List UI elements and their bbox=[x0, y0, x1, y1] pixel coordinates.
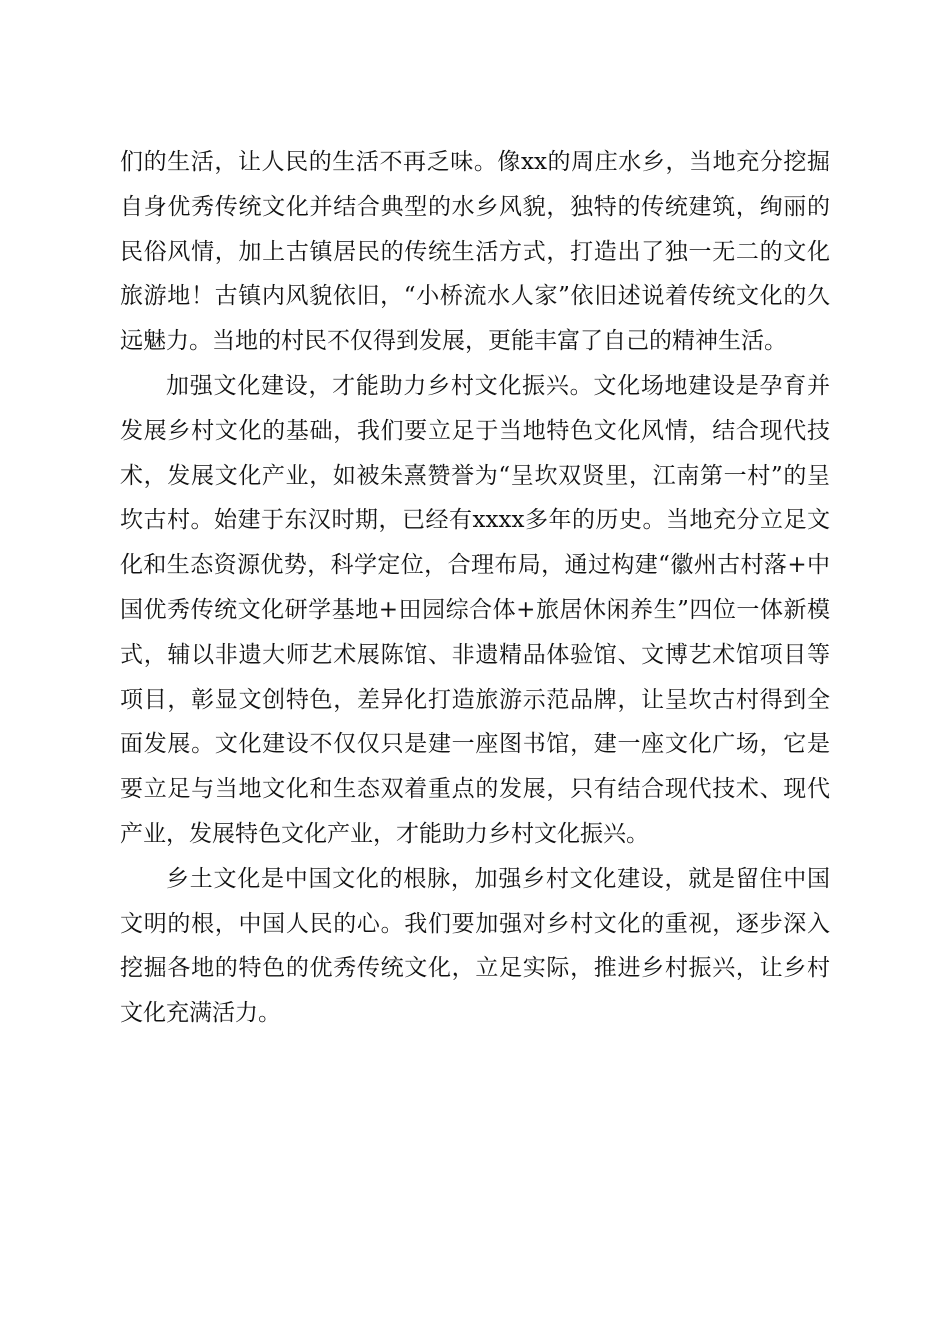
document-body bbox=[120, 140, 830, 1036]
paragraph-continuation: 们的生活，让人民的生活不再乏味。像xx的周庄水乡，当地充分挖掘自身优秀传统文化并结合典型的水乡风貌，独特的传统建筑，绚丽的民俗风情，加上古镇居民的传统生活方式，打造出了独一无二的文化旅游地！古镇内风貌依旧，“小桥流水人家”依旧述说着传统文化的久远魅力。当地的村民不仅得到发展，更能丰富了自己的精神生活。 bbox=[120, 149, 830, 355]
paragraph-conclusion: 乡土文化是中国文化的根脉，加强乡村文化建设，就是留住中国文明的根，中国人民的心。我们要加强对乡村文化的重视，逐步深入挖掘各地的特色的优秀传统文化，立足实际，推进乡村振兴，让乡村文化充满活力。 bbox=[120, 865, 830, 1027]
paragraph-culture-construction: 加强文化建设，才能助力乡村文化振兴。文化场地建设是孕育并发展乡村文化的基础，我们要立足于当地特色文化风情，结合现代技术，发展文化产业，如被朱熹赞誉为“呈坎双贤里，江南第一村”的呈坎古村。始建于东汉时期，已经有xxxx多年的历史。当地充分立足文化和生态资源优势，科学定位，合理布局，通过构建“徽州古村落+中国优秀传统文化研学基地+田园综合体+旅居休闲养生”四位一体新模式，辅以非遗大师艺术展陈馆、非遗精品体验馆、文博艺术馆项目等项目，彰显文创特色，差异化打造旅游示范品牌，让呈坎古村得到全面发展。文化建设不仅仅只是建一座图书馆，建一座文化广场，它是要立足与当地文化和生态双着重点的发展，只有结合现代技术、现代产业，发展特色文化产业，才能助力乡村文化振兴。 bbox=[120, 372, 830, 847]
